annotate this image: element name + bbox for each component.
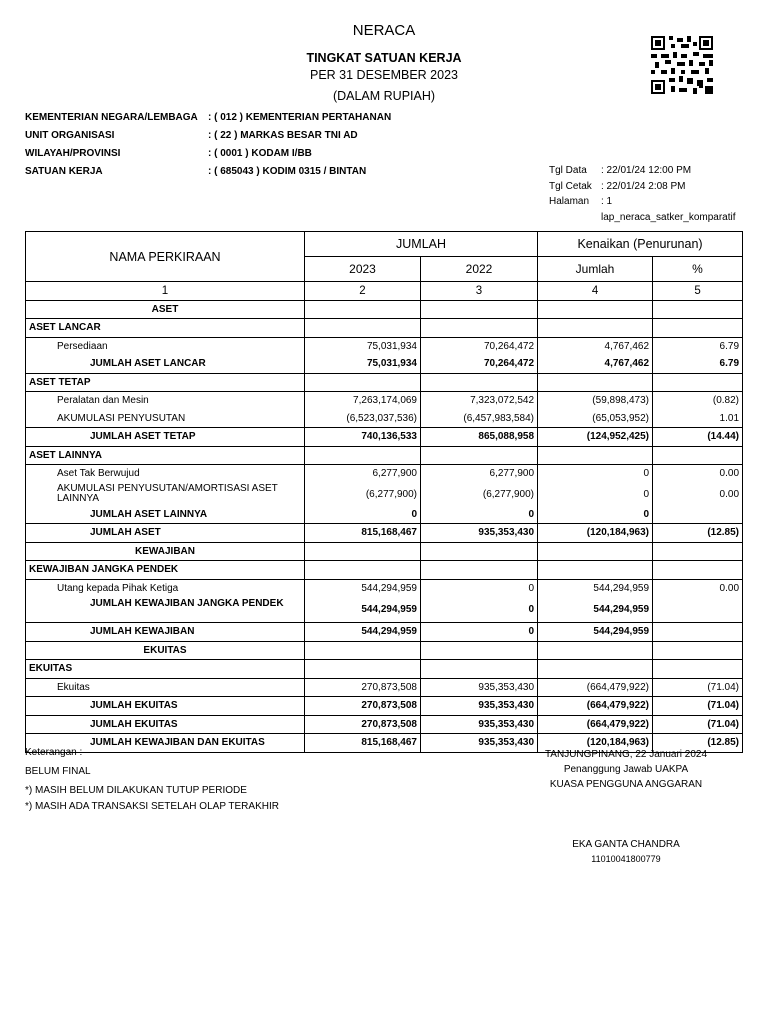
table-row: AKUMULASI PENYUSUTAN/AMORTISASI ASET LAINNYA (6,277,900) (6,277,900) 0 0.00 [26, 483, 743, 506]
col-header-jumlah: JUMLAH [305, 232, 538, 257]
table-row: Utang kepada Pihak Ketiga 544,294,959 0 544,294,959 0.00 [26, 579, 743, 597]
notes-line-2: *) MASIH ADA TRANSAKSI SETELAH OLAP TERAKHIR [25, 801, 279, 812]
signature-place-date: TANJUNGPINANG, 22 Januari 2024 [544, 749, 708, 760]
total-row: JUMLAH ASET 815,168,467 935,353,430 (120,184,963) (12.85) [26, 524, 743, 543]
group-header-ekuitas: EKUITAS [26, 660, 743, 679]
notes-line-1: *) MASIH BELUM DILAKUKAN TUTUP PERIODE [25, 785, 247, 796]
section-header-ekuitas: EKUITAS [26, 641, 743, 660]
report-subtitle: TINGKAT SATUAN KERJA [306, 51, 462, 65]
table-row: Aset Tak Berwujud 6,277,900 6,277,900 0 0.00 [26, 465, 743, 483]
group-header-aset-lancar: ASET LANCAR [26, 319, 743, 338]
balance-sheet-table [25, 231, 743, 753]
signature-role-1: Penanggung Jawab UAKPA [563, 764, 689, 775]
qr-code-icon [651, 36, 713, 94]
total-row: JUMLAH KEWAJIBAN JANGKA PENDEK 544,294,959 0 544,294,959 [26, 597, 743, 623]
table-header-row [26, 232, 743, 257]
notes-label: Keterangan : [25, 747, 83, 758]
table-row: Ekuitas 270,873,508 935,353,430 (664,479,922) (71.04) [26, 678, 743, 697]
signature-nip: 11010041800779 [591, 854, 661, 864]
total-row: JUMLAH ASET LANCAR 75,031,934 70,264,472 4,767,462 6.79 [26, 355, 743, 373]
col-header-name: NAMA PERKIRAAN [26, 232, 305, 282]
group-header-aset-tetap: ASET TETAP [26, 373, 743, 392]
col-header-amount: Jumlah [538, 257, 653, 282]
section-header-kewajiban: KEWAJIBAN [26, 542, 743, 561]
signature-name: EKA GANTA CHANDRA [572, 839, 680, 850]
group-header-kewajiban-jangka-pendek: KEWAJIBAN JANGKA PENDEK [26, 561, 743, 580]
table-row: Persediaan 75,031,934 70,264,472 4,767,462 6.79 [26, 337, 743, 355]
report-title: NERACA [352, 22, 416, 39]
column-index-row: 1 2 3 4 5 [26, 282, 743, 301]
total-row: JUMLAH KEWAJIBAN 544,294,959 0 544,294,959 [26, 623, 743, 642]
section-header-aset: ASET [26, 300, 743, 319]
total-row: JUMLAH EKUITAS 270,873,508 935,353,430 (664,479,922) (71.04) [26, 697, 743, 716]
col-header-kenaikan: Kenaikan (Penurunan) [538, 232, 743, 257]
grand-total-row: JUMLAH KEWAJIBAN DAN EKUITAS 815,168,467 935,353,430 (120,184,963) (12.85) [26, 734, 743, 753]
signature-role-2: KUASA PENGGUNA ANGGARAN [549, 779, 703, 790]
table-row: AKUMULASI PENYUSUTAN (6,523,037,536) (6,457,983,584) (65,053,952) 1.01 [26, 410, 743, 428]
report-period: PER 31 DESEMBER 2023 [310, 68, 458, 82]
total-row: JUMLAH ASET LAINNYA 0 0 0 [26, 506, 743, 524]
col-header-2022: 2022 [421, 257, 538, 282]
col-header-2023: 2023 [305, 257, 421, 282]
report-currency-unit: (DALAM RUPIAH) [332, 89, 436, 103]
total-row: JUMLAH ASET TETAP 740,136,533 865,088,958 (124,952,425) (14.44) [26, 428, 743, 447]
table-row: Peralatan dan Mesin 7,263,174,069 7,323,072,542 (59,898,473) (0.82) [26, 392, 743, 410]
total-row: JUMLAH EKUITAS 270,873,508 935,353,430 (664,479,922) (71.04) [26, 715, 743, 734]
notes-status: BELUM FINAL [25, 766, 91, 777]
group-header-aset-lainnya: ASET LAINNYA [26, 446, 743, 465]
report-id: lap_neraca_satker_komparatif [601, 212, 736, 223]
col-header-pct: % [653, 257, 743, 282]
